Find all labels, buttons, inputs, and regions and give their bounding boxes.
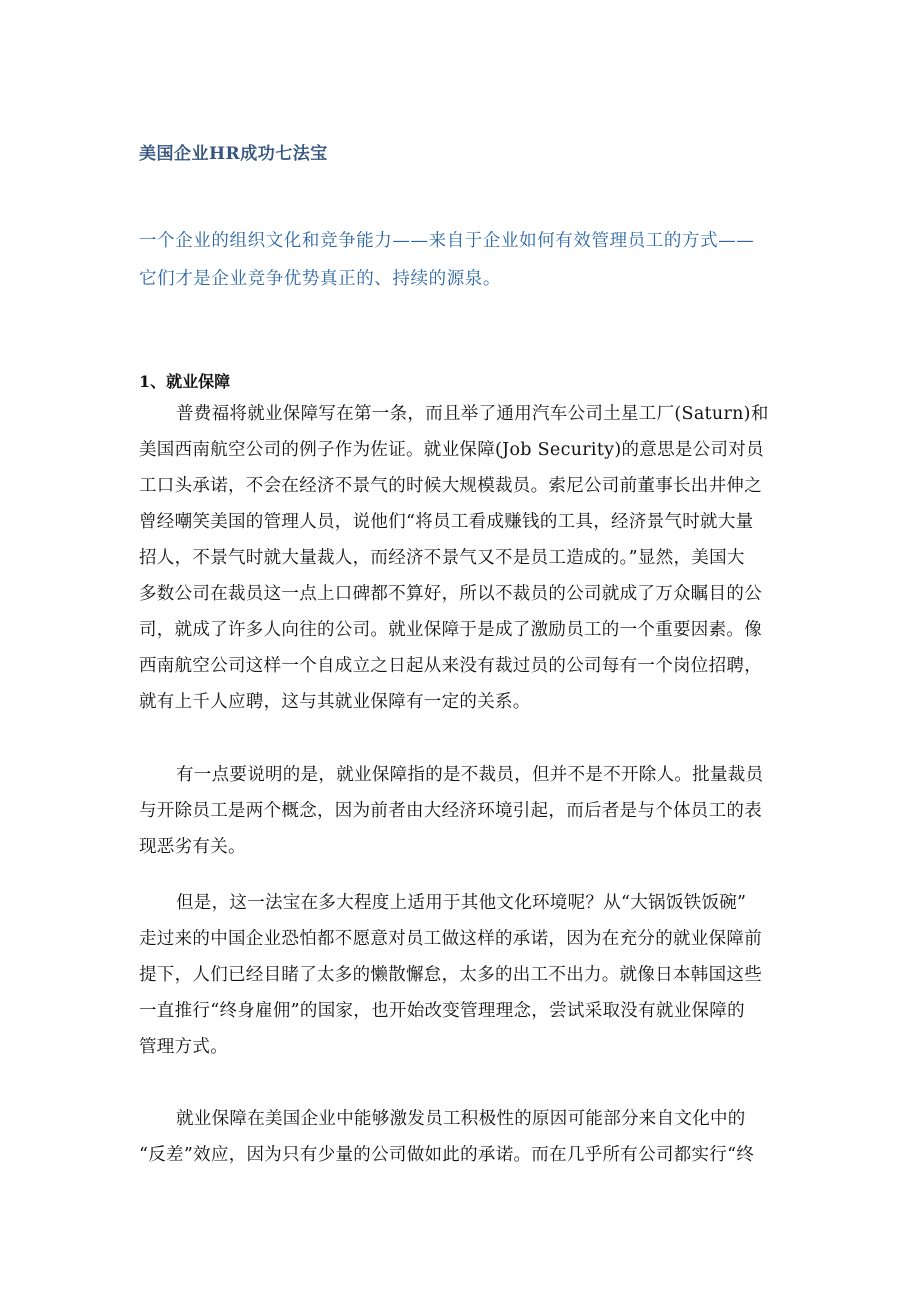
paragraph-line: 与开除员工是两个概念，因为前者由大经济环境引起，而后者是与个体员工的表 bbox=[139, 801, 762, 821]
paragraph bbox=[139, 757, 799, 865]
subtitle-line: 一个企业的组织文化和竞争能力——来自于企业如何有效管理员工的方式—— bbox=[139, 231, 755, 251]
paragraph-line: 普费福将就业保障写在第一条，而且举了通用汽车公司土星工厂(Saturn)和 bbox=[176, 404, 769, 424]
paragraph bbox=[139, 396, 799, 720]
paragraph-line: 管理方式。 bbox=[139, 1037, 228, 1057]
paragraph-line: 有一点要说明的是，就业保障指的是不裁员，但并不是不开除人。批量裁员 bbox=[176, 765, 764, 785]
paragraph-line: 提下，人们已经目睹了太多的懒散懈怠，太多的出工不出力。就像日本韩国这些 bbox=[139, 965, 762, 985]
paragraph-line: 西南航空公司这样一个自成立之日起从来没有裁过员的公司每有一个岗位招聘， bbox=[139, 656, 762, 676]
section-heading-job-security: 1、就业保障 bbox=[139, 372, 231, 391]
paragraph-line: 但是，这一法宝在多大程度上适用于其他文化环境呢？从“大锅饭铁饭碗” bbox=[176, 893, 747, 913]
paragraph-line: 曾经嘲笑美国的管理人员，说他们“将员工看成赚钱的工具，经济景气时就大量 bbox=[139, 512, 754, 532]
paragraph-line: 就有上千人应聘，这与其就业保障有一定的关系。 bbox=[139, 692, 531, 712]
paragraph bbox=[139, 885, 799, 1065]
paragraph-line: 工口头承诺，不会在经济不景气的时候大规模裁员。索尼公司前董事长出井伸之 bbox=[139, 476, 762, 496]
paragraph-line: 多数公司在裁员这一点上口碑都不算好，所以不裁员的公司就成了万众瞩目的公 bbox=[139, 584, 762, 604]
paragraph-line: 现恶劣有关。 bbox=[139, 837, 246, 857]
paragraph-line: 一直推行“终身雇佣”的国家，也开始改变管理理念，尝试采取没有就业保障的 bbox=[139, 1001, 745, 1021]
paragraph-line: 招人，不景气时就大量裁人，而经济不景气又不是员工造成的。”显然，美国大 bbox=[139, 548, 745, 568]
document-subtitle bbox=[139, 222, 799, 298]
document-title: 美国企业HR成功七法宝 bbox=[139, 144, 328, 164]
paragraph-line: 走过来的中国企业恐怕都不愿意对员工做这样的承诺，因为在充分的就业保障前 bbox=[139, 929, 762, 949]
paragraph-line: 司，就成了许多人向往的公司。就业保障于是成了激励员工的一个重要因素。像 bbox=[139, 620, 762, 640]
paragraph-line: 美国西南航空公司的例子作为佐证。就业保障(Job Security)的意思是公司对员 bbox=[139, 440, 764, 460]
paragraph-line: “反差”效应，因为只有少量的公司做如此的承诺。而在几乎所有公司都实行“终 bbox=[139, 1145, 755, 1165]
subtitle-line: 它们才是企业竞争优势真正的、持续的源泉。 bbox=[139, 269, 501, 289]
paragraph bbox=[139, 1101, 799, 1173]
paragraph-line: 就业保障在美国企业中能够激发员工积极性的原因可能部分来自文化中的 bbox=[176, 1109, 746, 1129]
